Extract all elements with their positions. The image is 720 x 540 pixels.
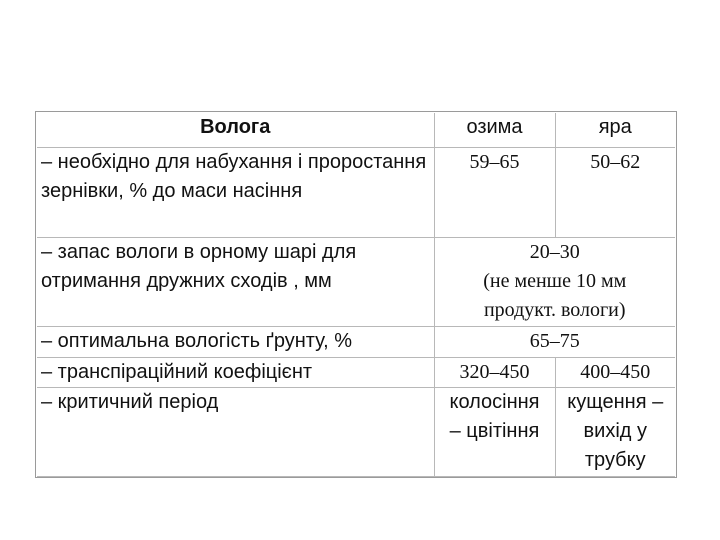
- moisture-table: [37, 113, 675, 477]
- table-header-row: [37, 113, 675, 148]
- row-label: – запас вологи в орному шарі для отримання дружних сходів , мм: [37, 238, 434, 327]
- table-row: [37, 238, 675, 327]
- row-label: – транспіраційний коефіцієнт: [37, 358, 434, 388]
- spring-value-line: кущення –: [567, 391, 664, 413]
- header-spring: яра: [555, 113, 675, 148]
- row-label: – критичний період: [37, 388, 434, 477]
- spring-value-line: вихід у: [583, 420, 647, 442]
- winter-value-line: – цвітіння: [449, 420, 540, 442]
- winter-value-line: колосіння: [449, 391, 540, 413]
- merged-value-line: 20–30: [529, 241, 580, 263]
- table-row: [37, 388, 675, 477]
- table-row: [37, 327, 675, 358]
- merged-value-line: продукт. вологи): [483, 299, 626, 321]
- row-label: – необхідно для набухання і проростання зернівки, % до маси насіння: [37, 148, 434, 238]
- spring-value: 400–450: [555, 358, 675, 388]
- spring-value-line: трубку: [584, 449, 646, 471]
- header-winter: озима: [434, 113, 555, 148]
- row-label: – оптимальна вологість ґрунту, %: [37, 327, 434, 358]
- winter-value: 59–65: [434, 148, 555, 238]
- merged-value: 65–75: [434, 327, 675, 358]
- header-title: Волога: [37, 113, 434, 148]
- table-row: [37, 148, 675, 238]
- spring-value: 50–62: [555, 148, 675, 238]
- merged-value: [434, 238, 675, 327]
- merged-value-line: (не менше 10 мм: [483, 270, 627, 292]
- table-row: [37, 358, 675, 388]
- winter-value: [434, 388, 555, 477]
- spring-value: [555, 388, 675, 477]
- winter-value: 320–450: [434, 358, 555, 388]
